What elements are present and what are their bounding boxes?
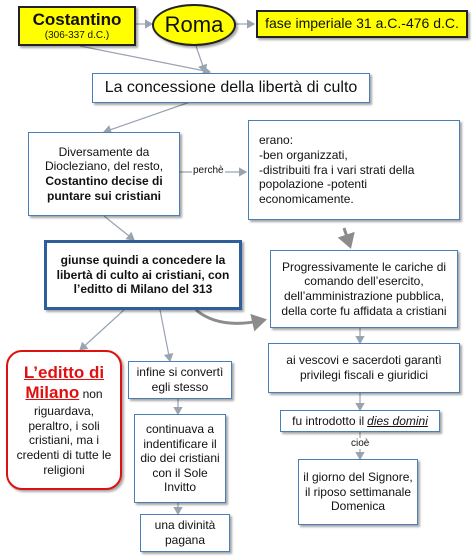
introdotto-text: fu introdotto il [292, 413, 365, 428]
vescovi-node [268, 343, 460, 393]
editto-title-2: Milano [25, 383, 80, 403]
costantino-title: Costantino [32, 9, 122, 29]
roma-node [152, 4, 236, 46]
dies-domini-term: dies domini [367, 413, 428, 428]
link-giunse-infine [160, 310, 170, 361]
giorno-text: il giorno del Signore, il riposo settimanale Domenica [303, 470, 413, 514]
link-erano-progressivamente [344, 228, 350, 246]
vescovi-text: ai vescovi e sacerdoti garantì privilegi fiscali e giuridici [286, 353, 442, 382]
cioe-label: cioè [351, 438, 370, 449]
editto-line2 [14, 383, 114, 477]
link-concessione-diversamente [104, 102, 190, 132]
costantino-dates: (306-337 d.C.) [44, 30, 110, 42]
roma-label: Roma [164, 11, 224, 37]
diversamente-node [28, 132, 180, 216]
diversamente-text: Diversamente da Diocleziano, del resto, [44, 144, 164, 174]
costantino-node [18, 6, 136, 46]
erano-line1: erano: [259, 133, 294, 148]
editto-line1 [24, 363, 104, 384]
progressivamente-node [270, 250, 458, 328]
concessione-label: La concessione della libertà di culto [104, 79, 358, 97]
diversamente-bold: Costantino decise di puntare sui cristiani [45, 174, 163, 203]
divinita-text: una divinità pagana [154, 518, 216, 547]
introdotto-node [280, 410, 440, 432]
progressivamente-text: Progressivamente le cariche di comando dell’esercito, dell’amministrazione pubblica, della corte fu affidata a cristiani [281, 259, 447, 318]
editto-node [6, 350, 122, 490]
link-costantino-concessione [80, 46, 210, 72]
giunse-text: giunse quindi a concedere la libertà di culto ai cristiani, con l’editto di Milano del 313 [56, 253, 230, 297]
link-giunse-progressivamente [196, 310, 264, 323]
editto-title-1: L’editto di [23, 362, 105, 382]
continuava-node [134, 414, 226, 503]
erano-node [248, 120, 460, 220]
divinita-node [140, 514, 230, 552]
fase-label: fase imperiale 31 a.C.-476 d.C. [265, 15, 459, 32]
editto-rest: non riguardava, peraltro, i soli cristiani, ma i credenti di tutte le religioni [16, 387, 112, 477]
link-giunse-editto [80, 310, 124, 350]
giorno-node [298, 459, 418, 525]
link-roma-concessione [196, 46, 205, 72]
continuava-text: continuava a indentificare il dio dei cristiani con il Sole Invitto [140, 421, 220, 495]
fase-node [256, 10, 468, 38]
concessione-node [92, 73, 370, 103]
erano-line2: -ben organizzati, [259, 148, 348, 163]
perche-label: perchè [193, 165, 224, 176]
erano-line3: -distribuiti fra i vari strati della popolazione -potenti economicamente. [259, 162, 415, 206]
infine-text: infine si convertì egli stesso [136, 365, 224, 394]
infine-node [128, 361, 232, 399]
giunse-node [44, 240, 242, 310]
link-diversamente-giunse [104, 216, 134, 240]
